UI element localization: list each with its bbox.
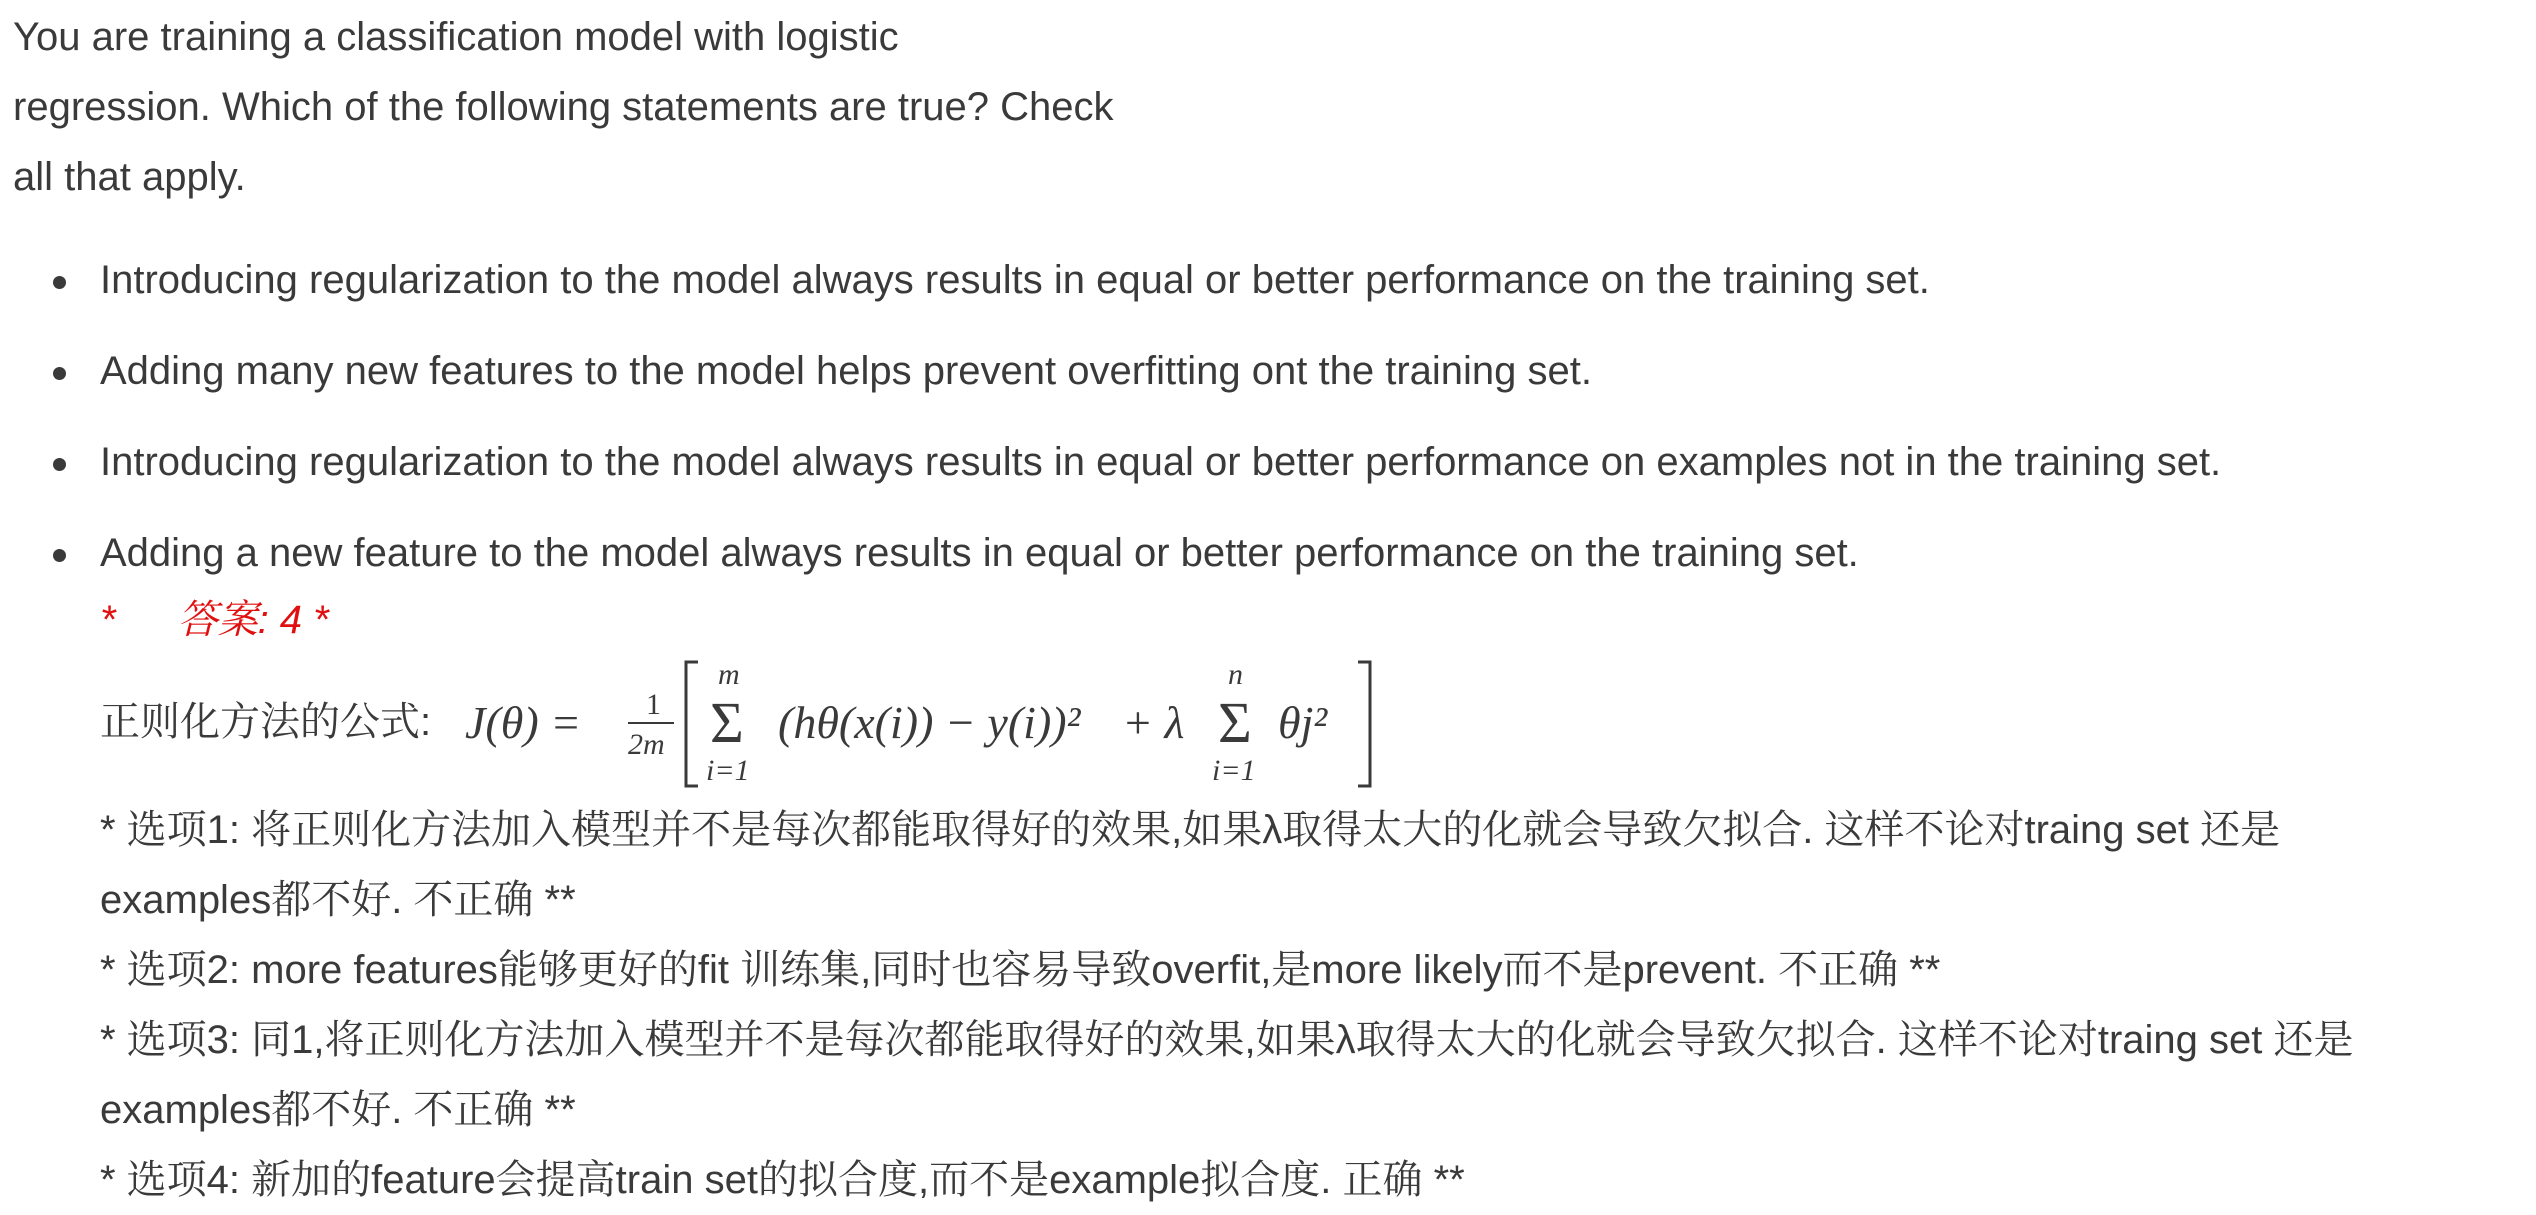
option-item-2 xyxy=(0,336,2221,427)
regularization-formula xyxy=(460,650,1460,800)
options-list xyxy=(0,245,2221,609)
option-item-1 xyxy=(0,245,2221,336)
formula-plus-lambda: + λ xyxy=(1122,697,1185,748)
option-item-3 xyxy=(0,427,2221,518)
note-line: examples都不好. 不正确 ** xyxy=(100,878,576,922)
option-text: Introducing regularization to the model always results in equal or better performance on examples not in the training set. xyxy=(100,440,2222,484)
bullet-icon xyxy=(53,458,66,471)
question-line: regression. Which of the following statements are true? Check xyxy=(13,85,1114,129)
question-line: all that apply. xyxy=(13,155,246,199)
note-option-2 xyxy=(100,935,2520,1005)
explanation-notes xyxy=(100,795,2520,1215)
sum2-symbol: Σ xyxy=(1218,690,1252,755)
formula-body: (hθ(x(i)) − y(i))² xyxy=(778,697,1081,748)
formula-label: 正则化方法的公式: xyxy=(100,700,432,744)
note-line: * 选项3: 同1,将正则化方法加入模型并不是每次都能取得好的效果,如果λ取得太大的化就会导致欠拟合. 这样不论对traing set 还是 xyxy=(100,1018,2354,1062)
sum2-top: n xyxy=(1228,658,1243,691)
bullet-icon xyxy=(53,367,66,380)
answer-star: * xyxy=(100,598,116,642)
question-line: You are training a classification model with logistic xyxy=(13,15,899,59)
option-text: Introducing regularization to the model always results in equal or better performance on the training set. xyxy=(100,258,1930,302)
left-bracket xyxy=(686,662,698,786)
note-line: * 选项2: more features能够更好的fit 训练集,同时也容易导致overfit,是more likely而不是prevent. 不正确 ** xyxy=(100,948,1941,992)
formula-lhs: J(θ) = xyxy=(465,697,582,748)
note-line: * 选项4: 新加的feature会提高train set的拟合度,而不是example拟合度. 正确 ** xyxy=(100,1158,1465,1202)
sum1-top: m xyxy=(718,658,740,691)
answer-line xyxy=(100,590,329,650)
sum2-bottom: i=1 xyxy=(1212,754,1256,787)
right-bracket xyxy=(1358,662,1370,786)
formula-frac-den: 2m xyxy=(628,728,665,761)
option-text: Adding many new features to the model helps prevent overfitting ont the training set. xyxy=(100,349,1592,393)
option-item-4 xyxy=(0,518,2221,609)
option-text: Adding a new feature to the model always results in equal or better performance on the training set. xyxy=(100,531,1859,575)
sum1-bottom: i=1 xyxy=(706,754,750,787)
bullet-icon xyxy=(53,276,66,289)
sum1-symbol: Σ xyxy=(710,690,744,755)
answer-text: 答案: 4 * xyxy=(177,598,329,642)
note-option-3 xyxy=(100,1005,2520,1145)
note-option-1 xyxy=(100,795,2520,935)
bullet-icon xyxy=(53,549,66,562)
formula-frac-num: 1 xyxy=(646,688,661,721)
note-option-4 xyxy=(100,1145,2520,1215)
note-line: * 选项1: 将正则化方法加入模型并不是每次都能取得好的效果,如果λ取得太大的化就会导致欠拟合. 这样不论对traing set 还是 xyxy=(100,808,2281,852)
note-line: examples都不好. 不正确 ** xyxy=(100,1088,576,1132)
formula-theta-term: θj² xyxy=(1278,697,1328,748)
question-text xyxy=(13,2,1233,212)
